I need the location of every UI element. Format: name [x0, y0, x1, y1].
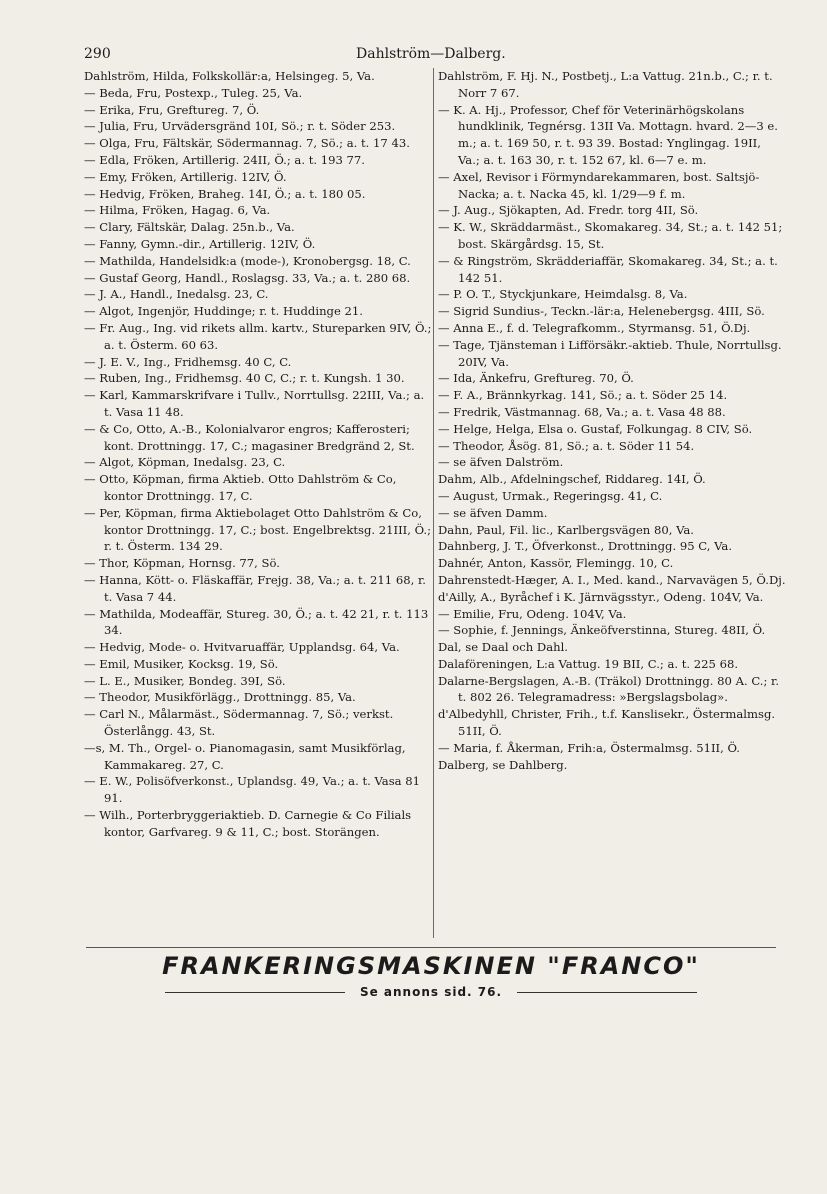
directory-entry: — J. A., Handl., Inedalsg. 23, C. — [84, 287, 269, 302]
directory-entry: — Hedvig, Mode- o. Hvitvaruaffär, Upplandsg. 64, Va. — [84, 640, 400, 655]
directory-entry: — Algot, Ingenjör, Huddinge; r. t. Huddinge 21. — [84, 304, 363, 319]
directory-entry: — Hilma, Fröken, Hagag. 6, Va. — [84, 203, 271, 218]
directory-entry: — Algot, Köpman, Inedalsg. 23, C. — [84, 455, 286, 470]
directory-entry: — August, Urmak., Regeringsg. 41, C. — [438, 488, 663, 503]
directory-entry: d'Albedyhll, Christer, Frih., t.f. Kanslisekr., Östermalmsg. 51II, Ö. — [438, 707, 776, 739]
page-title: Dahlström—Dalberg. — [356, 46, 506, 62]
directory-entry: — Erika, Fru, Greftureg. 7, Ö. — [84, 102, 260, 117]
directory-entry: — se äfven Damm. — [438, 505, 548, 520]
right-column — [438, 68, 786, 773]
directory-entry: — F. A., Brännkyrkag. 141, Sö.; a. t. Söder 25 14. — [438, 388, 728, 403]
column-divider — [433, 68, 434, 938]
directory-entry: — Theodor, Åsög. 81, Sö.; a. t. Söder 11 54. — [438, 438, 695, 453]
directory-entry: — Axel, Revisor i Förmyndarekammaren, bost. Saltsjö-Nacka; a. t. Nacka 45, kl. 1/29—9 f. m. — [438, 169, 760, 201]
directory-entry: — P. O. T., Styckjunkare, Heimdalsg. 8, Va. — [438, 287, 688, 302]
directory-entry: — Edla, Fröken, Artillerig. 24II, Ö.; a. t. 193 77. — [84, 152, 365, 167]
directory-entry: — Fanny, Gymn.-dir., Artillerig. 12IV, Ö. — [84, 236, 316, 251]
directory-entry: — Beda, Fru, Postexp., Tuleg. 25, Va. — [84, 85, 303, 100]
directory-entry: — se äfven Dalström. — [438, 455, 564, 470]
directory-entry: Dahnberg, J. T., Öfverkonst., Drottningg. 95 C, Va. — [438, 539, 733, 554]
directory-entry: — Per, Köpman, firma Aktiebolaget Otto Dahlström & Co, kontor Drottningg. 17, C.; bost. Engelbrektsg. 21III, Ö.; r. t. Österm. 134 29. — [84, 505, 432, 554]
directory-entry: — L. E., Musiker, Bondeg. 39I, Sö. — [84, 673, 286, 688]
directory-entry: — Thor, Köpman, Hornsg. 77, Sö. — [84, 556, 280, 571]
directory-entry: — Wilh., Porterbryggeriaktieb. D. Carnegie & Co Filials kontor, Garfvareg. 9 & 11, C.; bost. Storängen. — [84, 808, 412, 839]
directory-entry: — Mathilda, Handelsidk:a (mode-), Kronobergsg. 18, C. — [84, 253, 411, 268]
directory-entry: —s, M. Th., Orgel- o. Pianomagasin, samt Musikförlag, Kammakareg. 27, C. — [84, 740, 406, 772]
directory-entry: — Anna E., f. d. Telegrafkomm., Styrmansg. 51, Ö.Dj. — [438, 320, 751, 335]
directory-entry: — K. W., Skräddarmäst., Skomakareg. 34, St.; a. t. 142 51; bost. Skärgårdsg. 15, St. — [438, 220, 783, 251]
directory-entry: — Emy, Fröken, Artillerig. 12IV, Ö. — [84, 169, 287, 184]
directory-entry: — Gustaf Georg, Handl., Roslagsg. 33, Va.; a. t. 280 68. — [84, 270, 411, 285]
page-number: 290 — [84, 46, 111, 62]
directory-entry: — Helge, Helga, Elsa o. Gustaf, Folkungag. 8 CIV, Sö. — [438, 421, 753, 436]
directory-entry: — Tage, Tjänsteman i Lifförsäkr.-aktieb. Thule, Norrtullsg. 20IV, Va. — [438, 337, 782, 369]
directory-entry: — Sophie, f. Jennings, Änkeöfverstinna, Stureg. 48II, Ö. — [438, 623, 766, 638]
directory-entry: — Olga, Fru, Fältskär, Södermannag. 7, Sö.; a. t. 17 43. — [84, 136, 410, 151]
directory-entry: — Karl, Kammarskrifvare i Tullv., Norrtullsg. 22III, Va.; a. t. Vasa 11 48. — [84, 388, 425, 419]
directory-entry: Dalaföreningen, L:a Vattug. 19 BII, C.; a. t. 225 68. — [438, 656, 739, 671]
directory-entry: — Ida, Änkefru, Greftureg. 70, Ö. — [438, 371, 634, 386]
directory-entry: — Mathilda, Modeaffär, Stureg. 30, Ö.; a. t. 42 21, r. t. 113 34. — [84, 606, 429, 638]
directory-entry: — Clary, Fältskär, Dalag. 25n.b., Va. — [84, 220, 295, 235]
directory-entry: — Carl N., Målarmäst., Södermannag. 7, Sö.; verkst. Österlångg. 43, St. — [84, 707, 394, 739]
wave-decoration-right — [517, 992, 697, 993]
directory-entry: — Ruben, Ing., Fridhemsg. 40 C, C.; r. t. Kungsh. 1 30. — [84, 371, 405, 386]
directory-entry: Dal, se Daal och Dahl. — [438, 640, 568, 655]
directory-entry: Dahlström, F. Hj. N., Postbetj., L:a Vattug. 21n.b., C.; r. t. Norr 7 67. — [438, 69, 773, 100]
directory-entry: — Otto, Köpman, firma Aktieb. Otto Dahlström & Co, kontor Drottningg. 17, C. — [84, 472, 397, 503]
directory-entry: — Fr. Aug., Ing. vid rikets allm. kartv., Stureparken 9IV, Ö.; a. t. Österm. 60 63. — [84, 320, 432, 352]
advertisement-headline: FRANKERINGSMASKINEN "FRANCO" — [162, 952, 700, 980]
directory-entry: — Julia, Fru, Urvädersgränd 10I, Sö.; r. t. Söder 253. — [84, 119, 396, 134]
directory-entry: — & Ringström, Skrädderiaffär, Skomakareg. 34, St.; a. t. 142 51. — [438, 253, 778, 285]
directory-entry: Dahnér, Anton, Kassör, Flemingg. 10, C. — [438, 556, 674, 571]
directory-entry: — E. W., Polisöfverkonst., Uplandsg. 49, Va.; a. t. Vasa 81 91. — [84, 774, 420, 806]
directory-entry: — Theodor, Musikförlägg., Drottningg. 85, Va. — [84, 690, 356, 705]
directory-entry: — Maria, f. Åkerman, Frih:a, Östermalmsg. 51II, Ö. — [438, 740, 740, 755]
directory-entry: — Hedvig, Fröken, Braheg. 14I, Ö.; a. t. 180 05. — [84, 186, 366, 201]
directory-entry: Dahlström, Hilda, Folkskollär:a, Helsingeg. 5, Va. — [84, 69, 375, 83]
directory-entry: — J. E. V., Ing., Fridhemsg. 40 C, C. — [84, 354, 292, 369]
advertisement-note-text: Se annons sid. 76. — [359, 985, 503, 999]
directory-entry: — Sigrid Sundius-, Teckn.-lär:a, Helenebergsg. 4III, Sö. — [438, 304, 765, 319]
advertisement-note — [86, 985, 776, 999]
directory-entry: — K. A. Hj., Professor, Chef för Veterinärhögskolans hundklinik, Tegnérsg. 13II Va. Mottagn. hvard. 2—3 e. m.; a. t. 169 50, r. t. 93 39. Bostad: Ynglingag. 19II, Va.; a. t. 163 30, r. t. 152 67, kl. 6—7 e. m. — [438, 102, 778, 167]
directory-entry: — J. Aug., Sjökapten, Ad. Fredr. torg 4II, Sö. — [438, 203, 699, 218]
directory-entry: Dalarne-Bergslagen, A.-B. (Träkol) Drottningg. 80 A. C.; r. t. 802 26. Telegramadress: »Bergslagsbolag». — [438, 673, 780, 705]
left-column — [84, 68, 432, 841]
directory-entry: Dahrenstedt-Hæger, A. I., Med. kand., Narvavägen 5, Ö.Dj. — [438, 572, 786, 587]
wave-decoration-left — [165, 992, 345, 993]
advertisement-divider — [86, 947, 776, 948]
directory-entry: Dahn, Paul, Fil. lic., Karlbergsvägen 80, Va. — [438, 522, 694, 537]
directory-entry: — Hanna, Kött- o. Fläskaffär, Frejg. 38, Va.; a. t. 211 68, r. t. Vasa 7 44. — [84, 572, 426, 604]
directory-entry: — Fredrik, Västmannag. 68, Va.; a. t. Vasa 48 88. — [438, 404, 726, 419]
directory-entry: d'Ailly, A., Byråchef i K. Järnvägsstyr., Odeng. 104V, Va. — [438, 589, 764, 604]
directory-entry: — Emil, Musiker, Kocksg. 19, Sö. — [84, 656, 279, 671]
directory-entry: Dalberg, se Dahlberg. — [438, 757, 568, 772]
directory-entry: — Emilie, Fru, Odeng. 104V, Va. — [438, 606, 627, 621]
directory-entry: — & Co, Otto, A.-B., Kolonialvaror engros; Kafferosteri; kont. Drottningg. 17, C.; magasiner Bredgränd 2, St. — [84, 421, 415, 453]
directory-entry: Dahm, Alb., Afdelningschef, Riddareg. 14I, Ö. — [438, 472, 706, 487]
